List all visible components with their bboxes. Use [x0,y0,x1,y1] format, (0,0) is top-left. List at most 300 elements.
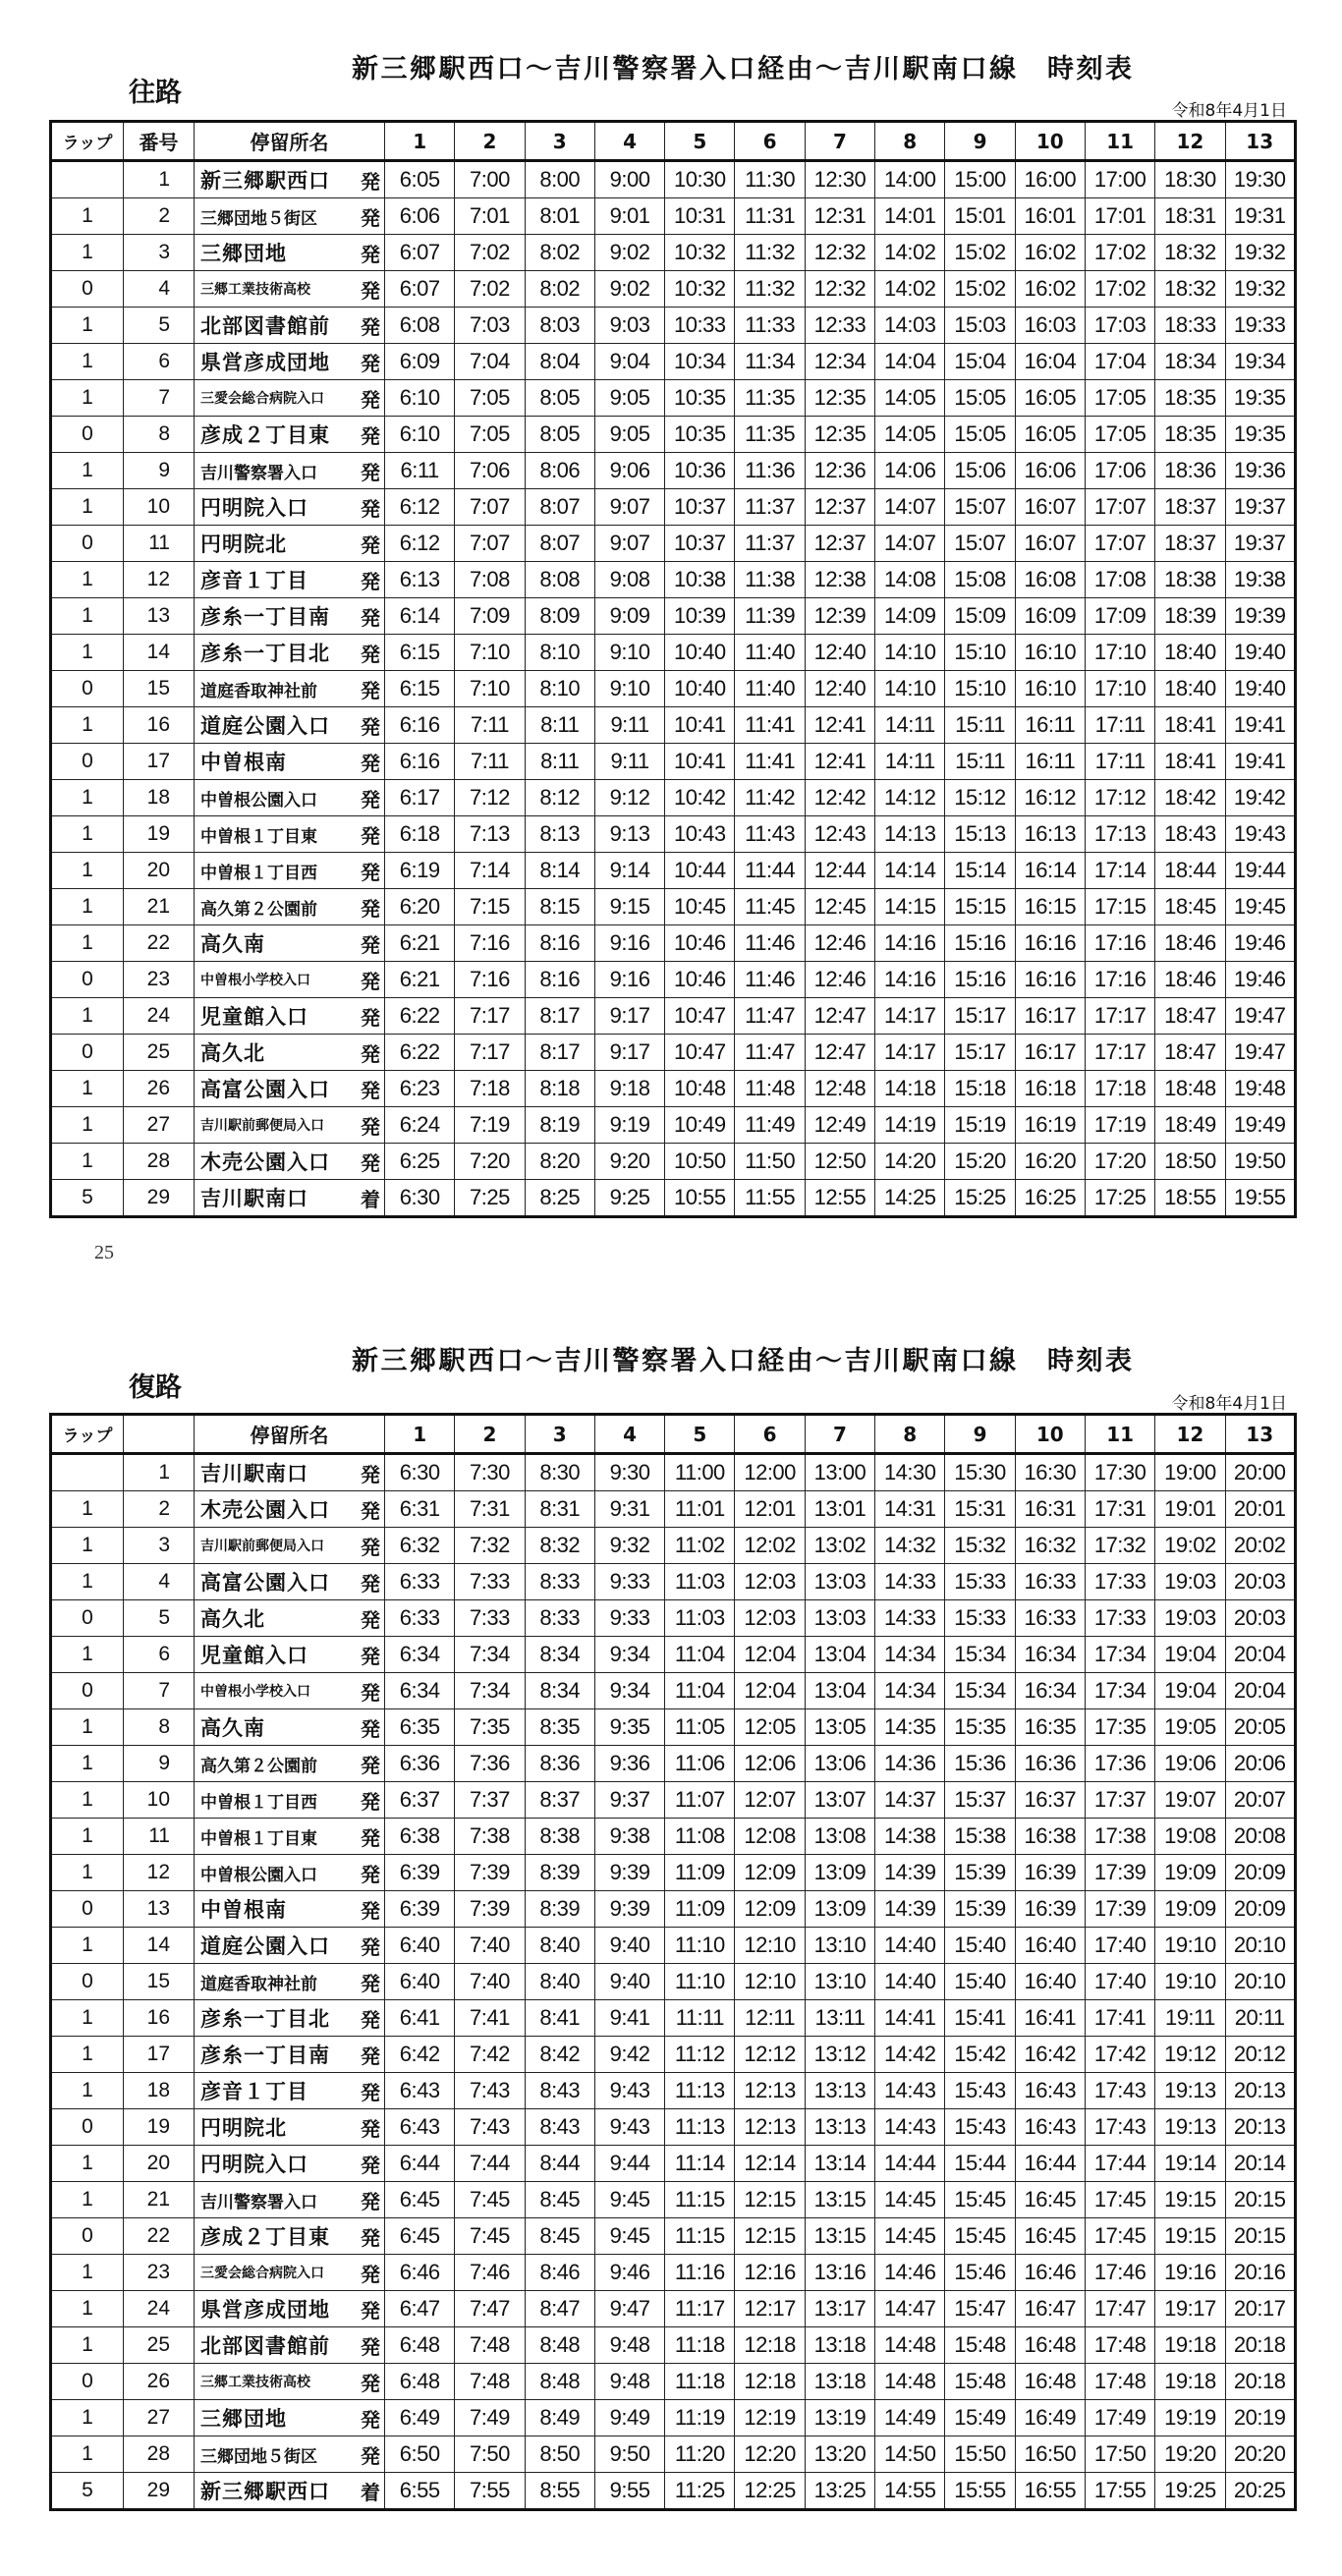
time-cell: 12:41 [805,707,874,744]
time-cell: 7:48 [455,2364,525,2400]
time-cell: 12:46 [805,925,874,962]
time-cell: 7:01 [455,198,525,235]
time-cell: 7:00 [455,161,525,198]
time-cell: 8:19 [525,1107,594,1144]
lap-minutes: 1 [51,1491,124,1528]
stop-cell-inner [200,202,384,231]
stop-cell [195,2037,385,2073]
stop-number: 11 [124,526,195,562]
departure-mark: 発 [361,2298,380,2323]
time-cell: 12:10 [735,1964,805,2000]
time-cell: 10:39 [665,598,735,635]
time-cell: 15:00 [945,161,1015,198]
time-cell: 16:16 [1015,925,1085,962]
time-cell: 9:49 [594,2400,664,2436]
time-cell: 7:03 [455,308,525,344]
time-cell: 8:41 [525,2000,594,2037]
time-cell: 20:04 [1225,1637,1295,1673]
stop-cell-inner [200,1147,384,1176]
time-cell: 8:07 [525,526,594,562]
time-cell: 17:00 [1085,161,1154,198]
stop-cell [195,925,385,962]
time-cell: 6:34 [385,1637,455,1673]
stop-number: 23 [124,962,195,998]
departure-mark: 発 [361,1150,380,1175]
time-cell: 13:02 [805,1528,874,1564]
time-cell: 8:17 [525,998,594,1035]
table-row [51,1964,1296,2000]
time-cell: 11:41 [735,744,805,780]
time-cell: 11:55 [735,1180,805,1217]
stop-number: 24 [124,2291,195,2327]
lap-minutes: 1 [51,925,124,962]
stop-cell-inner [200,1458,384,1487]
time-cell: 17:45 [1085,2218,1154,2255]
time-cell: 20:18 [1225,2327,1295,2364]
time-cell: 14:31 [875,1491,945,1528]
time-cell: 18:44 [1155,853,1225,889]
time-cell: 13:13 [805,2109,874,2146]
time-cell: 19:25 [1155,2473,1225,2510]
time-cell: 17:48 [1085,2327,1154,2364]
time-cell: 6:48 [385,2364,455,2400]
stop-name: 三郷団地 [200,2407,287,2431]
time-cell: 11:00 [665,1454,735,1491]
lap-minutes: 5 [51,1180,124,1217]
time-cell: 17:41 [1085,2000,1154,2037]
stop-cell [195,707,385,744]
time-cell: 6:30 [385,1180,455,1217]
time-cell: 19:16 [1155,2255,1225,2291]
time-cell: 7:40 [455,1928,525,1964]
stop-cell-inner [200,784,384,812]
time-cell: 20:18 [1225,2364,1295,2400]
stop-number: 27 [124,1107,195,1144]
stop-cell [195,780,385,816]
time-cell: 19:46 [1225,925,1295,962]
stop-cell-inner [200,1183,384,1212]
time-cell: 15:20 [945,1144,1015,1180]
time-cell: 12:16 [735,2255,805,2291]
time-cell: 12:00 [735,1454,805,1491]
time-cell: 17:18 [1085,1071,1154,1107]
lap-minutes [51,161,124,198]
time-cell: 8:36 [525,1746,594,1782]
time-cell: 11:17 [665,2291,735,2327]
lap-minutes: 1 [51,2255,124,2291]
time-cell: 9:45 [594,2182,664,2218]
stop-cell-inner [200,238,384,267]
stop-number: 24 [124,998,195,1035]
time-cell: 17:01 [1085,198,1154,235]
header-trip-2: 2 [455,122,525,161]
time-cell: 19:14 [1155,2146,1225,2182]
stop-cell [195,1819,385,1855]
time-cell: 18:32 [1155,235,1225,271]
time-cell: 16:00 [1015,161,1085,198]
time-cell: 7:07 [455,489,525,526]
time-cell: 11:03 [665,1564,735,1600]
time-cell: 16:34 [1015,1637,1085,1673]
time-cell: 12:04 [735,1673,805,1709]
stop-cell [195,1855,385,1891]
stop-number: 20 [124,2146,195,2182]
time-cell: 6:32 [385,1528,455,1564]
time-cell: 13:11 [805,2000,874,2037]
stop-cell-inner [200,966,384,994]
time-cell: 10:30 [665,161,735,198]
lap-minutes: 1 [51,707,124,744]
time-cell: 12:55 [805,1180,874,1217]
stop-number: 23 [124,2255,195,2291]
time-cell: 13:13 [805,2073,874,2109]
time-cell: 15:01 [945,198,1015,235]
time-cell: 19:46 [1225,962,1295,998]
stop-cell-inner [200,601,384,631]
table-row [51,2364,1296,2400]
time-cell: 6:41 [385,2000,455,2037]
time-cell: 8:06 [525,453,594,489]
time-cell: 16:14 [1015,853,1085,889]
stop-cell [195,1564,385,1600]
departure-mark: 発 [361,2044,380,2068]
time-cell: 9:33 [594,1600,664,1637]
time-cell: 18:40 [1155,635,1225,671]
time-cell: 20:25 [1225,2473,1295,2510]
departure-mark: 発 [361,387,380,412]
stop-cell [195,344,385,380]
time-cell: 18:43 [1155,816,1225,853]
time-cell: 14:00 [875,161,945,198]
time-cell: 9:41 [594,2000,664,2037]
stop-cell [195,453,385,489]
time-cell: 18:34 [1155,344,1225,380]
stop-cell [195,235,385,271]
stop-number: 9 [124,453,195,489]
time-cell: 8:31 [525,1491,594,1528]
time-cell: 14:17 [875,998,945,1035]
time-cell: 15:13 [945,816,1015,853]
time-cell: 17:20 [1085,1144,1154,1180]
time-cell: 6:33 [385,1564,455,1600]
time-cell: 18:55 [1155,1180,1225,1217]
stop-cell-inner [200,1001,384,1031]
time-cell: 16:50 [1015,2436,1085,2473]
time-cell: 14:05 [875,380,945,417]
time-cell: 14:44 [875,2146,945,2182]
stop-name: 県営彦成団地 [200,2298,330,2322]
time-cell: 17:36 [1085,1746,1154,1782]
time-cell: 16:05 [1015,417,1085,453]
time-cell: 17:50 [1085,2436,1154,2473]
stop-name: 彦糸一丁目北 [200,2007,330,2031]
stop-name: 彦糸一丁目南 [200,605,330,629]
time-cell: 16:34 [1015,1673,1085,1709]
time-cell: 15:11 [945,744,1015,780]
time-cell: 9:25 [594,1180,664,1217]
time-cell: 12:37 [805,526,874,562]
time-cell: 17:34 [1085,1673,1154,1709]
header-trip-13: 13 [1225,1415,1295,1454]
time-cell: 11:09 [665,1855,735,1891]
time-cell: 9:00 [594,161,664,198]
time-cell: 18:49 [1155,1107,1225,1144]
stop-cell-inner [200,2221,384,2251]
time-cell: 13:18 [805,2364,874,2400]
stop-cell [195,816,385,853]
table-row [51,1564,1296,1600]
time-cell: 11:45 [735,889,805,925]
stop-cell-inner [200,384,384,413]
time-cell: 12:31 [805,198,874,235]
time-cell: 14:09 [875,598,945,635]
lap-minutes: 0 [51,744,124,780]
stop-cell [195,2000,385,2037]
stop-cell [195,2218,385,2255]
time-cell: 18:46 [1155,962,1225,998]
departure-mark: 発 [361,169,380,194]
stop-cell-inner [200,2186,384,2214]
stop-number: 6 [124,1637,195,1673]
time-cell: 6:25 [385,1144,455,1180]
time-cell: 6:09 [385,344,455,380]
stop-name: 道庭香取神社前 [200,681,317,701]
time-cell: 17:07 [1085,526,1154,562]
arrival-mark: 着 [361,1187,380,1211]
time-cell: 7:32 [455,1528,525,1564]
stop-cell [195,489,385,526]
time-cell: 14:30 [875,1454,945,1491]
time-cell: 20:12 [1225,2037,1295,2073]
time-cell: 15:42 [945,2037,1015,2073]
time-cell: 13:12 [805,2037,874,2073]
time-cell: 9:46 [594,2255,664,2291]
table-row [51,2146,1296,2182]
header-trip-12: 12 [1155,122,1225,161]
time-cell: 11:35 [735,417,805,453]
time-cell: 9:50 [594,2436,664,2473]
time-cell: 9:01 [594,198,664,235]
time-cell: 12:41 [805,744,874,780]
time-cell: 11:15 [665,2218,735,2255]
time-cell: 10:35 [665,380,735,417]
time-cell: 11:44 [735,853,805,889]
time-cell: 7:49 [455,2400,525,2436]
table-row [51,671,1296,707]
time-cell: 17:10 [1085,671,1154,707]
time-cell: 15:06 [945,453,1015,489]
time-cell: 15:05 [945,380,1015,417]
stop-cell [195,2400,385,2436]
time-cell: 12:19 [735,2400,805,2436]
time-cell: 11:33 [735,308,805,344]
stop-number: 15 [124,671,195,707]
stop-number: 25 [124,1035,195,1071]
time-cell: 12:18 [735,2364,805,2400]
time-cell: 7:02 [455,235,525,271]
time-cell: 7:10 [455,635,525,671]
time-cell: 20:10 [1225,1964,1295,2000]
time-cell: 8:02 [525,271,594,308]
time-cell: 16:08 [1015,562,1085,598]
stop-number: 1 [124,161,195,198]
time-cell: 9:02 [594,235,664,271]
time-cell: 14:15 [875,889,945,925]
stop-cell [195,2109,385,2146]
time-cell: 8:37 [525,1782,594,1819]
time-cell: 12:32 [805,235,874,271]
time-cell: 12:32 [805,271,874,308]
stop-cell [195,1600,385,1637]
time-cell: 15:39 [945,1855,1015,1891]
time-cell: 10:45 [665,889,735,925]
time-cell: 15:25 [945,1180,1015,1217]
time-cell: 20:15 [1225,2218,1295,2255]
time-cell: 19:18 [1155,2327,1225,2364]
lap-minutes: 1 [51,1107,124,1144]
header-trip-12: 12 [1155,1415,1225,1454]
time-cell: 14:48 [875,2364,945,2400]
stop-cell-inner [200,1037,384,1067]
stop-number: 25 [124,2327,195,2364]
time-cell: 6:18 [385,816,455,853]
time-cell: 7:16 [455,925,525,962]
table-row [51,1746,1296,1782]
time-cell: 13:06 [805,1746,874,1782]
time-cell: 6:05 [385,161,455,198]
time-cell: 13:25 [805,2473,874,2510]
lap-minutes: 1 [51,998,124,1035]
header-trip-13: 13 [1225,122,1295,161]
time-cell: 12:40 [805,635,874,671]
time-cell: 12:03 [735,1600,805,1637]
time-cell: 17:30 [1085,1454,1154,1491]
time-cell: 7:14 [455,853,525,889]
departure-mark: 発 [361,751,380,775]
stop-number: 11 [124,1819,195,1855]
time-cell: 6:39 [385,1855,455,1891]
time-cell: 18:39 [1155,598,1225,635]
time-cell: 18:47 [1155,1035,1225,1071]
time-cell: 18:38 [1155,562,1225,598]
departure-mark: 発 [361,569,380,593]
time-cell: 15:40 [945,1964,1015,2000]
stop-cell-inner [200,1677,384,1706]
time-cell: 9:16 [594,962,664,998]
time-cell: 12:03 [735,1564,805,1600]
time-cell: 12:43 [805,816,874,853]
lap-minutes: 0 [51,1600,124,1637]
time-cell: 8:55 [525,2473,594,2510]
time-cell: 11:01 [665,1491,735,1528]
table-row [51,344,1296,380]
time-cell: 8:47 [525,2291,594,2327]
time-cell: 11:20 [665,2436,735,2473]
time-cell: 12:13 [735,2109,805,2146]
departure-mark: 発 [361,1898,380,1923]
time-cell: 8:48 [525,2364,594,2400]
time-cell: 7:25 [455,1180,525,1217]
time-cell: 6:10 [385,380,455,417]
time-cell: 14:20 [875,1144,945,1180]
time-cell: 8:16 [525,962,594,998]
stop-cell-inner [200,1750,384,1778]
stop-cell-inner [200,893,384,922]
time-cell: 15:02 [945,235,1015,271]
time-cell: 19:45 [1225,889,1295,925]
stop-cell [195,1071,385,1107]
time-cell: 12:36 [805,453,874,489]
header-trip-3: 3 [525,1415,594,1454]
stop-cell [195,671,385,707]
time-cell: 9:03 [594,308,664,344]
time-cell: 12:18 [735,2327,805,2364]
time-cell: 13:05 [805,1709,874,1746]
time-cell: 6:07 [385,235,455,271]
time-cell: 14:33 [875,1564,945,1600]
table-row [51,2037,1296,2073]
time-cell: 11:40 [735,635,805,671]
table-row [51,526,1296,562]
stop-number: 18 [124,2073,195,2109]
table-row [51,1491,1296,1528]
time-cell: 19:32 [1225,271,1295,308]
time-cell: 16:02 [1015,271,1085,308]
departure-mark: 発 [361,2262,380,2286]
time-cell: 14:39 [875,1891,945,1928]
time-cell: 6:10 [385,417,455,453]
time-cell: 17:07 [1085,489,1154,526]
time-cell: 15:07 [945,526,1015,562]
time-cell: 11:03 [665,1600,735,1637]
time-cell: 15:48 [945,2364,1015,2400]
time-cell: 20:06 [1225,1746,1295,1782]
stop-cell-inner [200,2403,384,2433]
time-cell: 19:00 [1155,1454,1225,1491]
inbound-timetable [49,1413,1297,2511]
stop-cell [195,1782,385,1819]
table-row [51,1071,1296,1107]
time-cell: 6:45 [385,2182,455,2218]
time-cell: 19:30 [1225,161,1295,198]
time-cell: 8:18 [525,1071,594,1107]
time-cell: 16:35 [1015,1709,1085,1746]
time-cell: 14:43 [875,2073,945,2109]
time-cell: 16:33 [1015,1564,1085,1600]
table-row [51,853,1296,889]
stop-number: 17 [124,2037,195,2073]
stop-cell-inner [200,492,384,522]
time-cell: 7:48 [455,2327,525,2364]
stop-cell-inner [200,2440,384,2469]
lap-minutes: 1 [51,816,124,853]
time-cell: 6:20 [385,889,455,925]
time-cell: 19:38 [1225,562,1295,598]
stop-cell-inner [200,2294,384,2324]
time-cell: 20:03 [1225,1564,1295,1600]
stop-cell-inner [200,457,384,485]
time-cell: 10:44 [665,853,735,889]
time-cell: 17:12 [1085,780,1154,816]
time-cell: 10:47 [665,998,735,1035]
time-cell: 19:20 [1155,2436,1225,2473]
time-cell: 16:48 [1015,2364,1085,2400]
time-cell: 17:13 [1085,816,1154,853]
time-cell: 15:34 [945,1673,1015,1709]
time-cell: 6:39 [385,1891,455,1928]
time-cell: 15:31 [945,1491,1015,1528]
time-cell: 12:15 [735,2218,805,2255]
